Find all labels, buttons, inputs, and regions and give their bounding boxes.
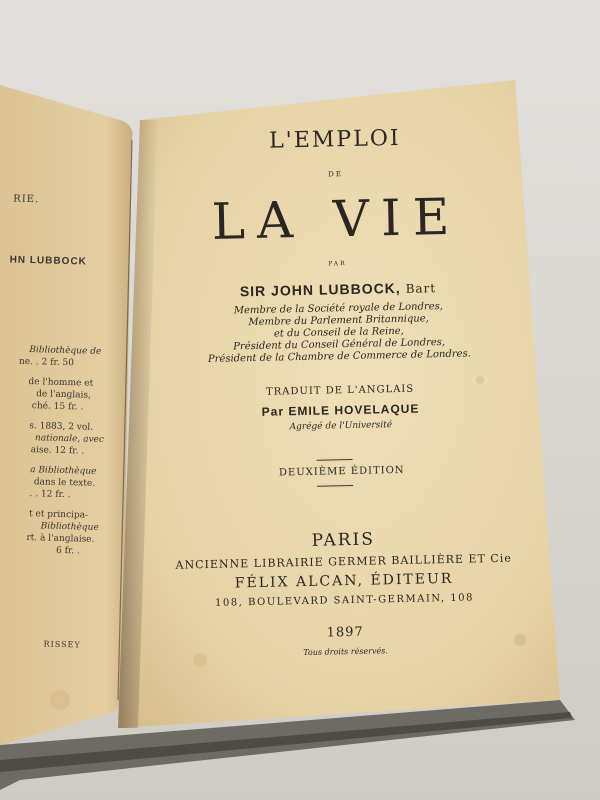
translator-prefix: Par <box>261 404 285 419</box>
title-top: L'EMPLOI <box>268 125 401 154</box>
left-fragment: 6 fr. . <box>55 545 80 557</box>
translator-title: Agrégé de l'Université <box>289 420 393 433</box>
publication-city: PARIS <box>311 529 376 551</box>
author-name: SIR JOHN LUBBOCK, <box>239 279 401 300</box>
publisher-line-1: ANCIENNE LIBRAIRIE GERMER BAILLIÈRE ET Cie <box>175 551 512 572</box>
left-fragment: ché. 15 fr. . <box>31 401 84 413</box>
left-fragment: s. 1883, 2 vol. <box>29 421 94 433</box>
publisher-line-2: FÉLIX ALCAN, ÉDITEUR <box>234 570 454 592</box>
left-fragment: Bibliothèque <box>40 521 99 533</box>
translated-from: TRADUIT DE L'ANGLAIS <box>265 383 415 398</box>
divider <box>317 459 353 461</box>
title-main: LA VIE <box>211 187 462 251</box>
author-credential: Membre du Parlement Britannique, <box>248 313 429 329</box>
translator-name: EMILE HOVELAQUE <box>288 401 420 419</box>
left-page-text <box>0 98 138 701</box>
left-fragment: ne. . 2 fr. 50 <box>18 356 75 369</box>
author-credential: et du Conseil de la Reine, <box>273 325 404 340</box>
by-label: PAR <box>328 260 347 268</box>
publication-year: 1897 <box>326 624 364 641</box>
left-fragment: aise. 12 fr. . <box>30 445 85 457</box>
edition: DEUXIÈME ÉDITION <box>278 464 405 479</box>
rights-notice: Tous droits réservés. <box>303 646 388 658</box>
left-fragment: dans le texte. <box>33 477 96 489</box>
left-fragment: a Bibliothèque <box>30 465 97 477</box>
divider <box>317 485 353 487</box>
left-fragment: de l'homme et <box>28 377 94 389</box>
author-credential: Président de la Chambre de Commerce de Londres. <box>207 348 471 365</box>
left-fragment: Bibliothèque de <box>29 345 102 357</box>
left-fragment: rt. à l'anglaise. <box>26 533 95 545</box>
left-fragment: t et principa- <box>28 509 89 521</box>
author-credential: Président du Conseil Général de Londres, <box>233 337 446 353</box>
left-fragment: nationale, avec <box>34 433 105 446</box>
left-fragment: RISSEY <box>43 639 81 650</box>
author-suffix: Bart <box>405 281 437 296</box>
author-credential: Membre de la Société royale de Londres, <box>233 301 444 317</box>
left-fragment: de l'anglais, <box>36 389 92 401</box>
author <box>128 277 548 302</box>
left-fragment: HN LUBBOCK <box>9 254 87 268</box>
left-fragment: RIE. <box>13 193 40 206</box>
title-connector: DE <box>328 170 344 179</box>
title-page <box>124 81 557 730</box>
left-fragment: . . 12 fr. . <box>29 489 71 501</box>
publisher-address: 108, BOULEVARD SAINT-GERMAIN, 108 <box>214 592 475 609</box>
